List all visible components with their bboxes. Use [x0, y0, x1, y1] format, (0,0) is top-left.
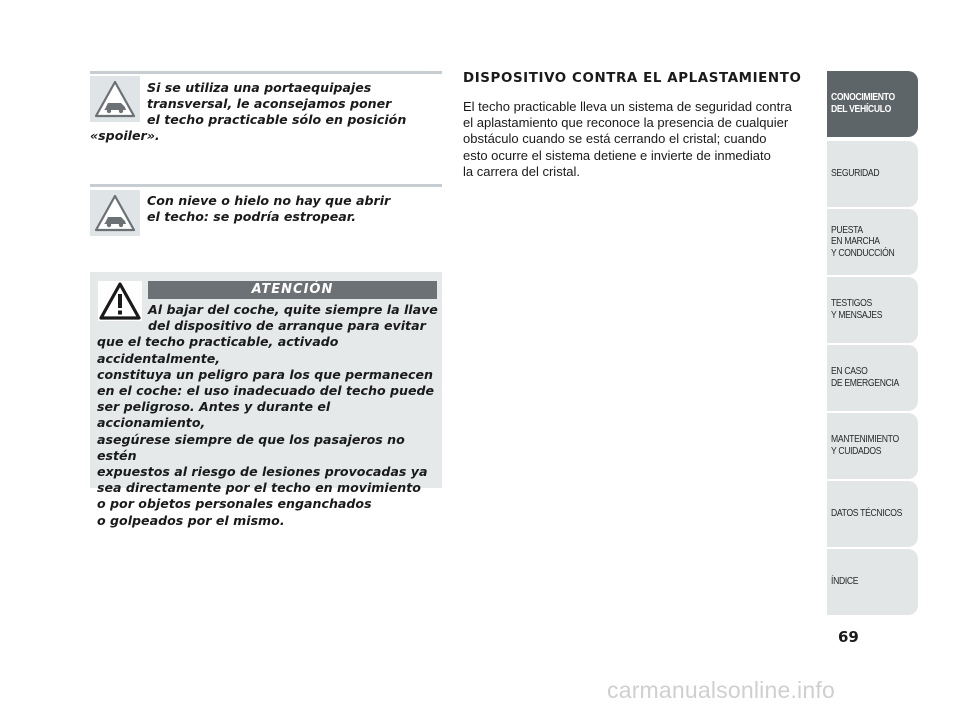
warning-title: ATENCIÓN	[148, 281, 437, 299]
tab-label-line: TESTIGOS	[831, 297, 872, 310]
tab-label-line: EN CASO	[831, 365, 868, 378]
tab-label	[831, 481, 902, 547]
tab-label-line: DEL VEHÍCULO	[831, 103, 892, 115]
warning-line: del dispositivo de arranque para evitar	[148, 318, 426, 334]
note-snow-ice	[147, 193, 437, 225]
tab-label-line: DE EMERGENCIA	[831, 377, 899, 389]
warning-line: que el techo practicable, activado accidentalmente,	[97, 334, 339, 366]
note-divider	[90, 184, 442, 187]
note-line: transversal, le aconsejamos poner	[147, 96, 392, 111]
tab-label-line: ÍNDICE	[831, 575, 859, 588]
warning-line: o golpeados por el mismo.	[97, 512, 285, 528]
tab-label-line: DATOS TÉCNICOS	[831, 507, 903, 520]
note-line: Si se utiliza una portaequipajes	[147, 80, 372, 95]
body-line: obstáculo cuando se está cerrando el cristal; cuando	[463, 131, 767, 147]
warning-line: expuestos al riesgo de lesiones provocadas ya	[97, 464, 428, 480]
tab-label-line: MANTENIMIENTO	[831, 433, 899, 446]
tab-indice[interactable]	[827, 549, 918, 615]
tab-label	[831, 345, 899, 411]
body-line: el aplastamiento que reconoce la presencia de cualquier	[463, 115, 789, 131]
tab-label	[831, 549, 858, 615]
page-number: 69	[838, 628, 859, 646]
body-line: esto ocurre el sistema detiene e invierte de inmediato	[463, 147, 771, 163]
tab-label	[831, 413, 899, 479]
tab-label-line: CONOCIMIENTO	[831, 91, 895, 104]
tab-en-caso-de-emergencia[interactable]	[827, 345, 918, 411]
tab-label	[831, 277, 882, 343]
warning-text	[97, 302, 439, 529]
tab-puesta-en-marcha[interactable]	[827, 209, 918, 275]
tab-label-line: Y CUIDADOS	[831, 445, 882, 457]
tab-label-line: PUESTA	[831, 223, 863, 236]
tab-label-line: SEGURIDAD	[831, 167, 880, 180]
warning-line: constituya un peligro para los que permanecen	[97, 366, 433, 382]
note-divider	[90, 71, 442, 74]
warning-line: o por objetos personales enganchados	[97, 496, 372, 512]
tab-testigos-y-mensajes[interactable]	[827, 277, 918, 343]
watermark: carmanualsonline.info	[607, 677, 835, 703]
warning-line: ser peligroso. Antes y durante el accionamiento,	[97, 399, 331, 431]
tab-label	[831, 71, 895, 137]
tab-label	[831, 141, 879, 207]
warning-line: asegúrese siempre de que los pasajeros no estén	[97, 431, 405, 463]
section-heading: DISPOSITIVO CONTRA EL APLASTAMIENTO	[463, 71, 802, 86]
note-roof-rack	[90, 80, 435, 144]
tab-datos-tecnicos[interactable]	[827, 481, 918, 547]
note-line: Con nieve o hielo no hay que abrir	[147, 193, 391, 208]
warning-line: Al bajar del coche, quite siempre la llave	[148, 302, 438, 317]
tab-mantenimiento[interactable]	[827, 413, 918, 479]
tab-label-line: Y CONDUCCIÓN	[831, 246, 895, 259]
tab-conocimiento-del-vehiculo[interactable]	[827, 71, 918, 137]
warning-line: en el coche: el uso inadecuado del techo puede	[97, 383, 435, 399]
tab-label-line: EN MARCHA	[831, 235, 880, 248]
warning-line: sea directamente por el techo en movimiento	[97, 480, 421, 496]
tab-label	[831, 209, 894, 275]
note-car-icon	[90, 190, 140, 236]
section-body	[463, 99, 811, 180]
body-line: El techo practicable lleva un sistema de seguridad contra	[463, 99, 792, 114]
body-line: la carrera del cristal.	[463, 163, 581, 179]
tab-label-line: Y MENSAJES	[831, 309, 883, 321]
note-line: «spoiler».	[90, 128, 160, 143]
note-line: el techo: se podría estropear.	[147, 209, 356, 224]
note-line: el techo practicable sólo en posición	[147, 112, 407, 127]
tab-seguridad[interactable]	[827, 141, 918, 207]
